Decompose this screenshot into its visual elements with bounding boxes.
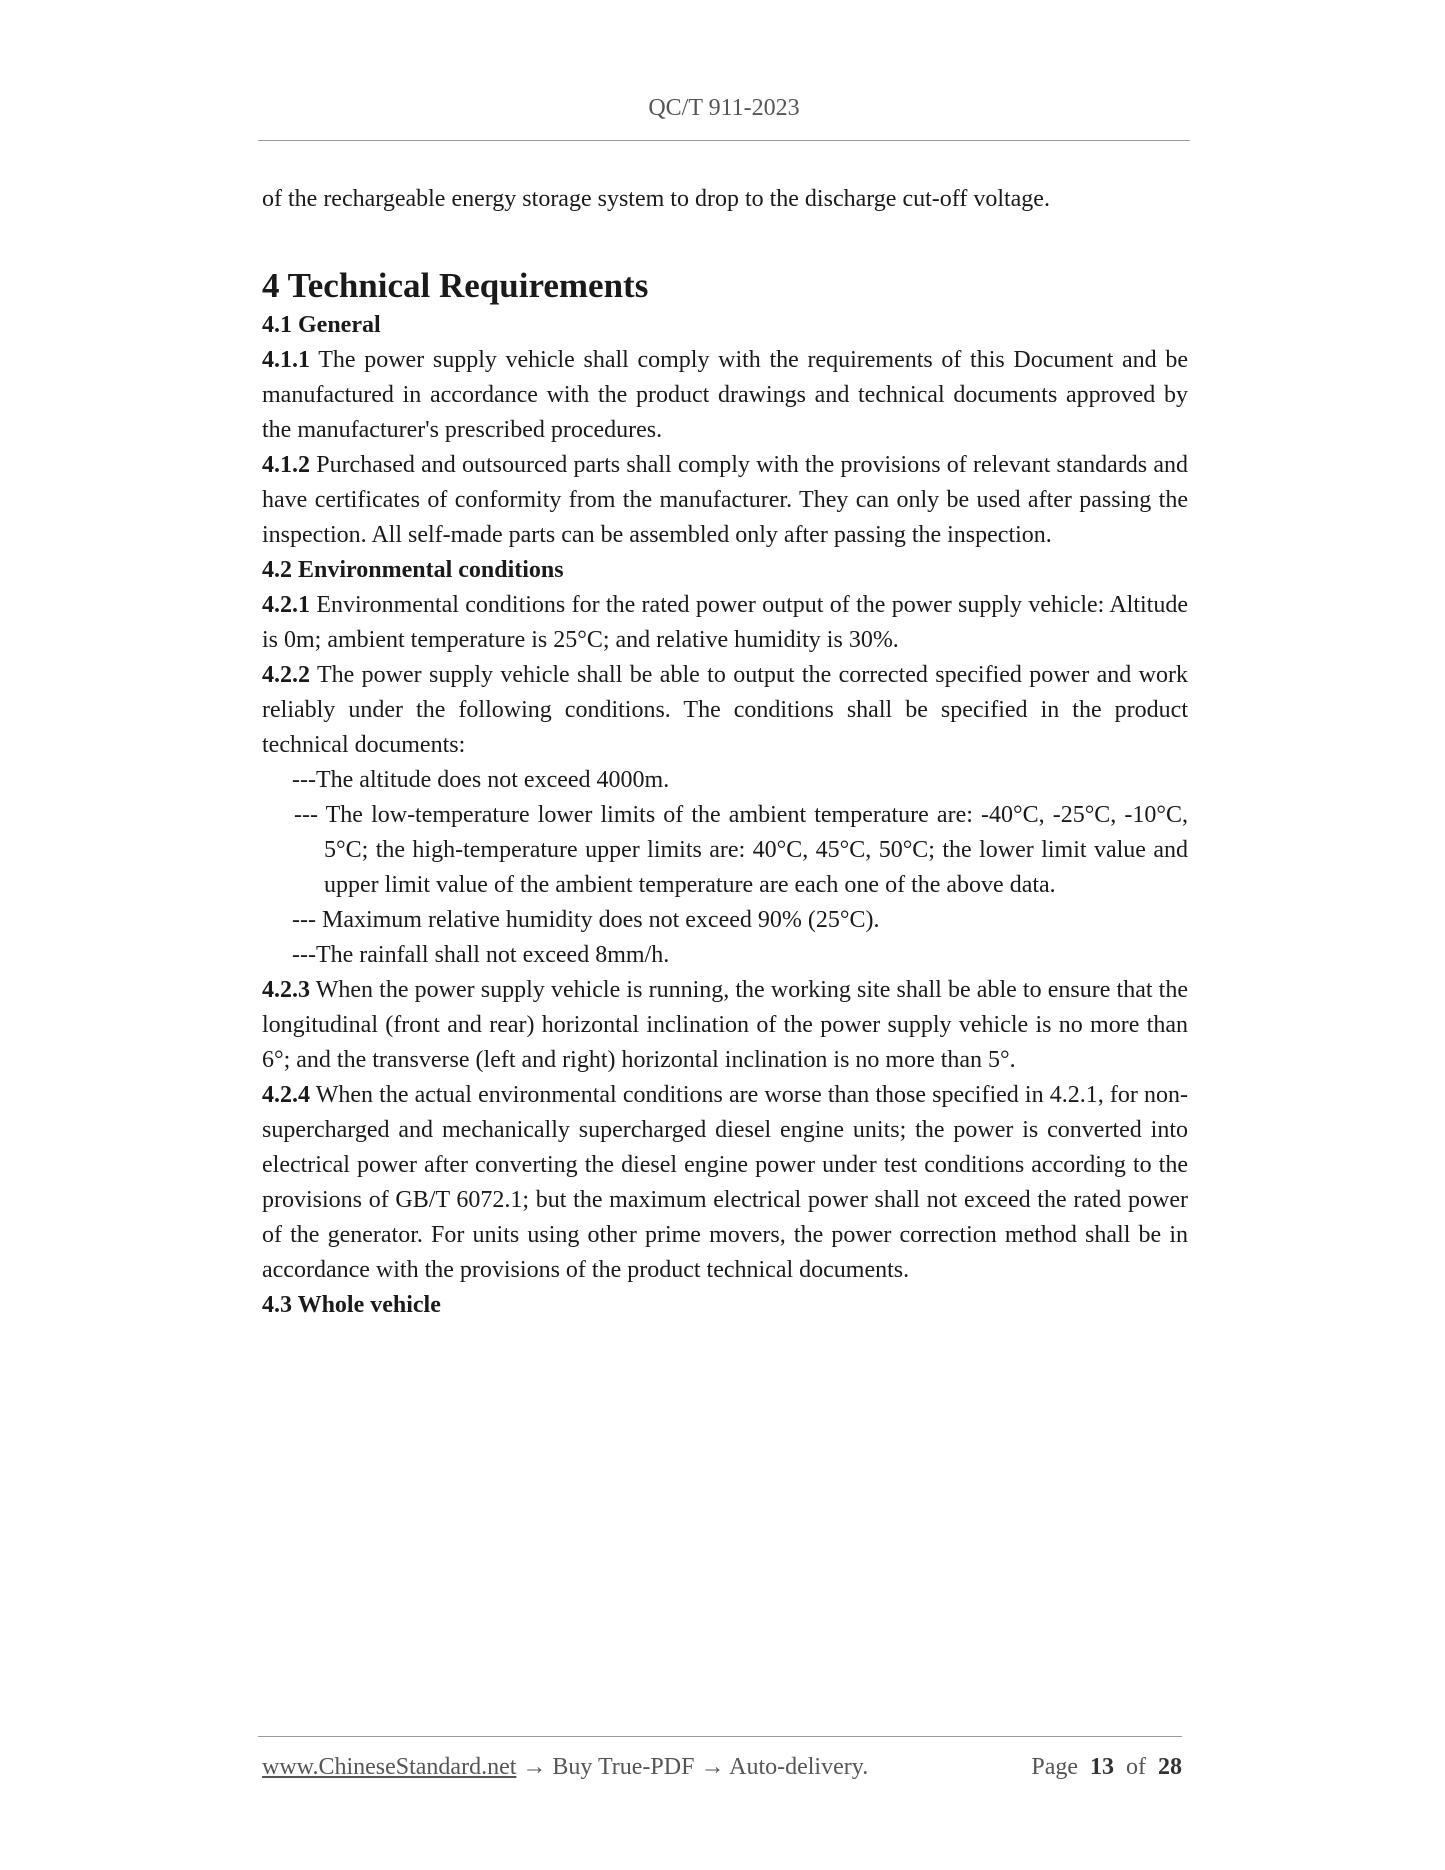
continued-paragraph: of the rechargeable energy storage system to drop to the discharge cut-off voltage.	[262, 186, 1050, 212]
clause-4-2-2	[262, 658, 1188, 763]
document-body	[262, 182, 1188, 1323]
clause-text: When the power supply vehicle is running, the working site shall be able to ensure that the longitudinal (front and rear) horizontal inclination of the power supply vehicle is no more than 6°; and the transverse (left and right) horizontal inclination is no more than 5°.	[262, 977, 1188, 1073]
clause-number: 4.2.3	[262, 977, 310, 1003]
clause-4-2-4	[262, 1078, 1188, 1288]
footer-promo	[262, 1754, 868, 1781]
page-label: Page	[1031, 1754, 1078, 1780]
footer-divider	[258, 1736, 1182, 1737]
list-item: --- The low-temperature lower limits of the ambient temperature are: -40°C, -25°C, -10°C, 5°C; the high-temperature upper limits are: 40°C, 45°C, 50°C; the lower limit value and upper limit value of the ambient temperature are each one of the above data.	[294, 802, 1188, 898]
clause-4-1-1	[262, 343, 1188, 448]
page-of-label: of	[1126, 1754, 1146, 1780]
clause-4-2-1	[262, 588, 1188, 658]
page-header	[258, 95, 1190, 122]
list-item: --- Maximum relative humidity does not exceed 90% (25°C).	[292, 907, 880, 933]
footer-promo-text: → Buy True-PDF → Auto-delivery.	[516, 1754, 869, 1780]
website-link[interactable]: www.ChineseStandard.net	[262, 1754, 517, 1780]
clause-text: The power supply vehicle shall be able to output the corrected specified power and work reliably under the following conditions. The conditions shall be specified in the product technical documents:	[262, 662, 1188, 758]
list-item: ---The altitude does not exceed 4000m.	[292, 767, 670, 793]
clause-text: Purchased and outsourced parts shall comply with the provisions of relevant standards and have certificates of conformity from the manufacturer. They can only be used after passing the inspection. All self-made parts can be assembled only after passing the inspection.	[262, 452, 1188, 548]
clause-number: 4.1.1	[262, 347, 310, 373]
clause-text: Environmental conditions for the rated power output of the power supply vehicle: Altitude is 0m; ambient temperature is 25°C; and relative humidity is 30%.	[262, 592, 1188, 653]
clause-4-1-2	[262, 448, 1188, 553]
subsection-heading-4-1: 4.1 General	[262, 312, 381, 338]
clause-number: 4.2.4	[262, 1082, 310, 1108]
document-code: QC/T 911-2023	[648, 95, 800, 121]
page-number	[1031, 1754, 1182, 1781]
clause-number: 4.2.2	[262, 662, 310, 688]
section-title: 4 Technical Requirements	[262, 266, 649, 305]
clause-text: When the actual environmental conditions are worse than those specified in 4.2.1, for non-supercharged and mechanically supercharged diesel engine units; the power is converted into electrical power after converting the diesel engine power under test conditions according to the provisions of GB/T 6072.1; but the maximum electrical power shall not exceed the rated power of the generator. For units using other prime movers, the power correction method shall be in accordance with the provisions of the product technical documents.	[262, 1082, 1188, 1283]
clause-text: The power supply vehicle shall comply with the requirements of this Document and be manufactured in accordance with the product drawings and technical documents approved by the manufacturer's prescribed procedures.	[262, 347, 1188, 443]
clause-number: 4.1.2	[262, 452, 310, 478]
total-pages: 28	[1158, 1754, 1182, 1780]
header-divider	[258, 140, 1190, 141]
subsection-heading-4-3: 4.3 Whole vehicle	[262, 1292, 441, 1318]
clause-number: 4.2.1	[262, 592, 310, 618]
list-item: ---The rainfall shall not exceed 8mm/h.	[292, 942, 670, 968]
clause-4-2-3	[262, 973, 1188, 1078]
current-page: 13	[1090, 1754, 1114, 1780]
page-footer	[262, 1754, 1182, 1781]
subsection-heading-4-2: 4.2 Environmental conditions	[262, 557, 564, 583]
